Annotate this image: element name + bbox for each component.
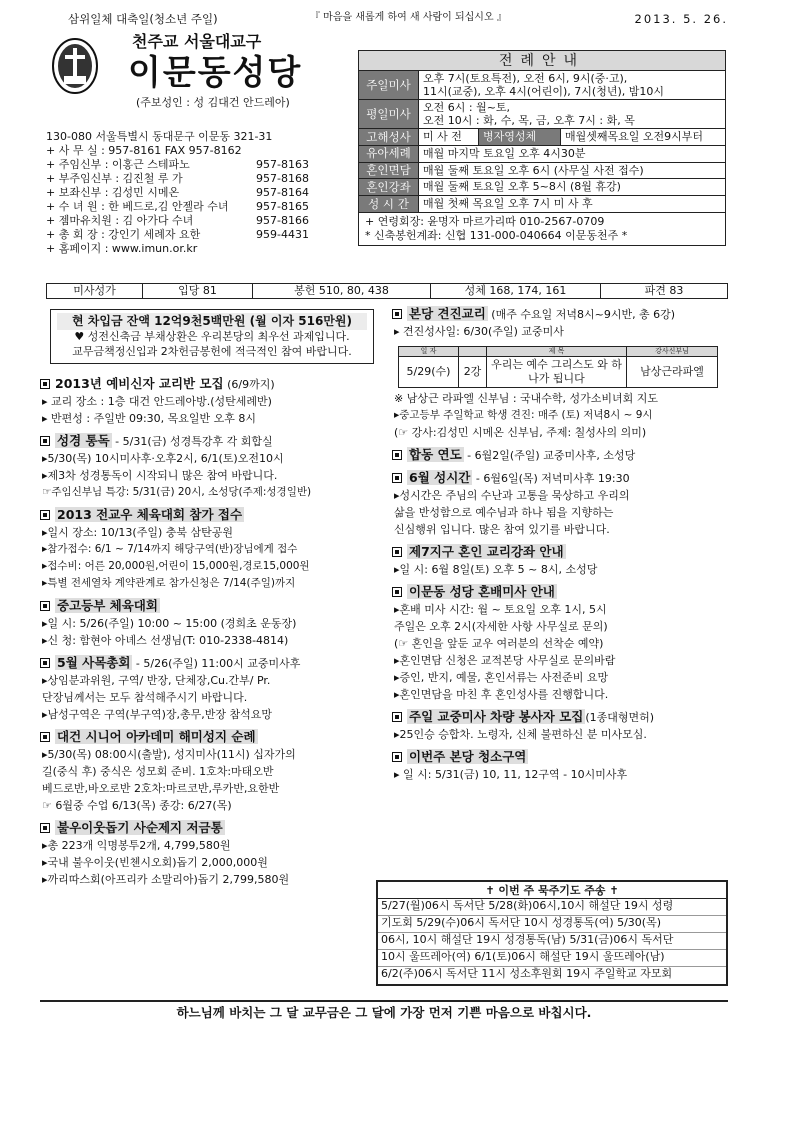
liturgy-schedule [358, 50, 726, 246]
address-row: + 수 녀 원 : 한 베드로,김 안젤라 수녀 957-8165 [46, 200, 309, 213]
footer-message: 하느님께 바치는 그 달 교무금은 그 달에 가장 먼저 기쁜 마음으로 바칩시다. [40, 1000, 728, 1020]
left-column [40, 376, 370, 894]
notice-driver-volunteer: 주일 교중미사 차량 봉사자 모집 (1종대형면허) ▸25인승 승합차. 노령자, 신체 불편하신 분 미사모심. [394, 708, 655, 741]
liturgy-row: 주일미사 오후 7시(토요특전), 오전 6시, 9시(중·고), 11시(교중), 오후 4시(어린이), 7시(청년), 밤10시 [359, 71, 725, 100]
liturgy-row: 유아세례 매월 마지막 토요일 오후 4시30분 [359, 146, 725, 163]
liturgy-row: 혼인면담 매월 둘째 토요일 오후 6시 (사무실 사전 접수) [359, 163, 725, 180]
liturgy-row-confession: 고해성사 미 사 전 병자영성체 매월셋째목요일 오전9시부터 [359, 129, 725, 146]
address-row: + 보좌신부 : 김성민 시메온 957-8164 [46, 186, 309, 199]
notice-sports-day: 2013 전교우 체육대회 참가 접수 ▸일시 장소: 10/13(주일) 충북 삼탄공원 ▸참가접수: 6/1 ~ 7/14까지 해당구역(반)장님에게 접수 ▸접수비: 어른 20,000원,어린이 15,000원,경로15,000원 ▸특별 전세열차 계약관계로 참가신청은 7/14(주일)까지 [42, 507, 310, 589]
address-block [46, 130, 346, 256]
parish-name: 이문동성당 [128, 53, 303, 93]
notice-marriage-class: 제7지구 혼인 교리강좌 안내 ▸일 시: 6월 8일(토) 오후 5 ~ 8시, 소성당 [394, 543, 598, 576]
address-row: + 주임신부 : 이홍근 스테파노 957-8163 [46, 158, 309, 171]
diocese-name: 천주교 서울대교구 [132, 32, 262, 51]
address-row: + 부주임신부 : 김진철 루 가 957-8168 [46, 172, 309, 185]
liturgy-row: 성 시 간 매월 첫째 목요일 오후 7시 미 사 후 [359, 196, 725, 213]
hymn-entrance: 입당 81 [143, 284, 253, 298]
address-row: + 젬마유치원 : 김 아가다 수녀 957-8166 [46, 214, 309, 227]
mass-hymns-bar [46, 283, 728, 299]
loan-balance-box: 현 차입금 잔액 12억9천5백만원 (월 이자 516만원) ♥ 성전신축금 부채상환은 우리본당의 최우선 과제입니다. 교무금책정신입과 2차헌금봉헌에 적극적인 참여 바랍니다. [50, 309, 374, 364]
hymn-communion: 성체 168, 174, 161 [431, 284, 601, 298]
loan-title: 현 차입금 잔액 12억9천5백만원 (월 이자 516만원) [57, 313, 367, 330]
rosary-title: ✝ 이번 주 묵주기도 주송 ✝ [378, 882, 726, 899]
masthead [46, 32, 356, 124]
patron-saint: (주보성인 : 성 김대건 안드레아) [136, 96, 290, 109]
notice-charity-piggybank: 불우이웃돕기 사순제지 저금통 ▸총 223개 익명봉투2개, 4,799,580원 ▸국내 불우이웃(빈첸시오회)돕기 2,000,000원 ▸까리따스회(아프리카 소말리아)돕기 2,799,580원 [42, 820, 290, 886]
liturgy-row: 평일미사 오전 6시 : 월~토, 오전 10시 : 화, 수, 목, 금, 오후 7시 : 화, 목 [359, 100, 725, 129]
notice-pilgrimage: 대건 시니어 아카데미 해미성지 순례 ▸5/30(목) 08:00시(출발), 성지미사(11시) 십자가의 길(중식 후) 중식은 성모회 준비. 1호차:마태오반 베드로반,바오로반 2호차:마르코반,루카반,요한반 ☞ 6월중 수업 6/13(목) 종강: 6/27(목) [42, 729, 296, 812]
top-bar [68, 10, 728, 28]
liturgy-row: 혼인강좌 매월 둘째 토요일 오후 5~8시 (8월 휴강) [359, 179, 725, 196]
hymn-recessional: 파견 83 [644, 284, 684, 297]
address-row: + 사 무 실 : 957-8161 FAX 957-8162 [46, 144, 242, 157]
address-row: + 총 회 장 : 강인기 세례자 요한 959-4431 [46, 228, 309, 241]
hymn-label: 미사성가 [47, 284, 143, 298]
notice-wedding-mass: 이문동 성당 혼배미사 안내 ▸혼배 미사 시간: 월 ~ 토요일 오후 1시, 5시 주일은 오후 2시(자세한 사항 사무실로 문의) (☞ 혼인을 앞둔 교우 여러분의 선착순 예약) ▸혼인면담 신청은 교적본당 사무실로 문의바람 ▸증인, 반지, 예물, 혼인서류는 사전준비 요망 ▸혼인면담을 마친 후 혼인성사를 진행합니다. [394, 583, 616, 701]
notice-joint-prayer: 합동 연도 - 6월2일(주일) 교중미사후, 소성당 [392, 447, 732, 466]
notice-confirmation-details: ※ 남상근 라파엘 신부님 : 국내수학, 성가소비녀회 지도 ▸중고등부 주일학교 학생 견진: 매주 (토) 저녁8시 ~ 9시 (☞ 강사:김성민 시메온 신부님, 주제: 칠성사의 의미) [394, 391, 659, 439]
confirmation-class-table: 일 자 제 목 강사신부님 5/29(수) 2강 우리는 예수 그리스도 와 하나가 됩니다 남상근라파엘 [398, 346, 718, 388]
right-column [392, 306, 732, 789]
notice-catechumen: 2013년 예비신자 교리반 모집 (6/9까지) ▸ 교리 장소 : 1층 대건 안드레아방.(성탄세례반) ▸ 반편성 : 주일반 09:30, 목요일반 오후 8시 [42, 376, 275, 425]
notice-pastoral-assembly: 5월 사목총회 - 5/26(주일) 11:00시 교중미사후 ▸상임분과위원, 구역/ 반장, 단체장,Cu.간부/ Pr. 단장님께서는 모두 참석해주시기 바랍니다. ▸남성구역은 구역(부구역)장,총무,반장 참석요망 [42, 655, 301, 721]
feast-label: 삼위일체 대축일(청소년 주일) [68, 12, 218, 26]
motto: 『 마음을 새롭게 하여 새 사람이 되십시오 』 [310, 12, 507, 23]
contact-info: + 연령회장: 윤명자 마르가리따 010-2567-0709 * 신축봉헌계좌: 신협 131-000-040664 이문동천주 * [365, 214, 628, 242]
notice-youth-sports: 중고등부 체육대회 ▸일 시: 5/26(주일) 10:00 ~ 15:00 (경희초 운동장) ▸신 청: 함현아 아녜스 선생님(T: 010-2338-4814) [42, 598, 297, 647]
table-row: 5/29(수) 2강 우리는 예수 그리스도 와 하나가 됩니다 남상근라파엘 [399, 357, 718, 388]
rosary-schedule-box: ✝ 이번 주 묵주기도 주송 ✝ 5/27(월)06시 독서단 5/28(화)06시,10시 해설단 19시 성령 기도회 5/29(수)06시 독서단 10시 성경통독(여) 5/30(목) 06시, 10시 해설단 19시 성경통독(남) 5/31(금)06시 독서단 10시 울뜨레아(여) 6/1(토)06시 해설단 19시 울뜨레아(남) 6/2(주)06시 독서단 11시 성소후원회 19시 주일학교 자모회 [376, 880, 728, 986]
hymn-offertory: 봉헌 510, 80, 438 [253, 284, 431, 298]
address-row: 130-080 서울특별시 동대문구 이문동 321-31 [46, 130, 273, 143]
notice-confirmation: 본당 견진교리 (매주 수요일 저녁8시~9시반, 총 6강) ▸ 견진성사일: 6/30(주일) 교중미사 [394, 306, 676, 338]
parish-seal-icon [52, 38, 98, 94]
notice-bible-reading: 성경 통독 - 5/31(금) 성경특강후 각 회합실 ▸5/30(목) 10시미사후·오후2시, 6/1(토)오전10시 ▸제3차 성경통독이 시작되니 많은 참여 바랍니다. ☞주임신부님 특강: 5/31(금) 20시, 소성당(주제:성경일반) [42, 433, 312, 498]
issue-date: 2013. 5. 26. [634, 12, 728, 26]
liturgy-title: 전례안내 [359, 51, 725, 71]
homepage-link[interactable]: + 홈페이지 : www.imun.or.kr [46, 242, 198, 255]
notice-cleaning: 이번주 본당 청소구역 ▸ 일 시: 5/31(금) 10, 11, 12구역 - 10시미사후 [394, 748, 628, 781]
notice-holy-hour: 6월 성시간 - 6월6일(목) 저녁미사후 19:30 ▸성시간은 주님의 수난과 고통을 묵상하고 우리의 삶을 반성함으로 예수님과 하나 됨을 지향하는 신심행위 입니다. 많은 참여 있기를 바랍니다. [394, 469, 630, 536]
